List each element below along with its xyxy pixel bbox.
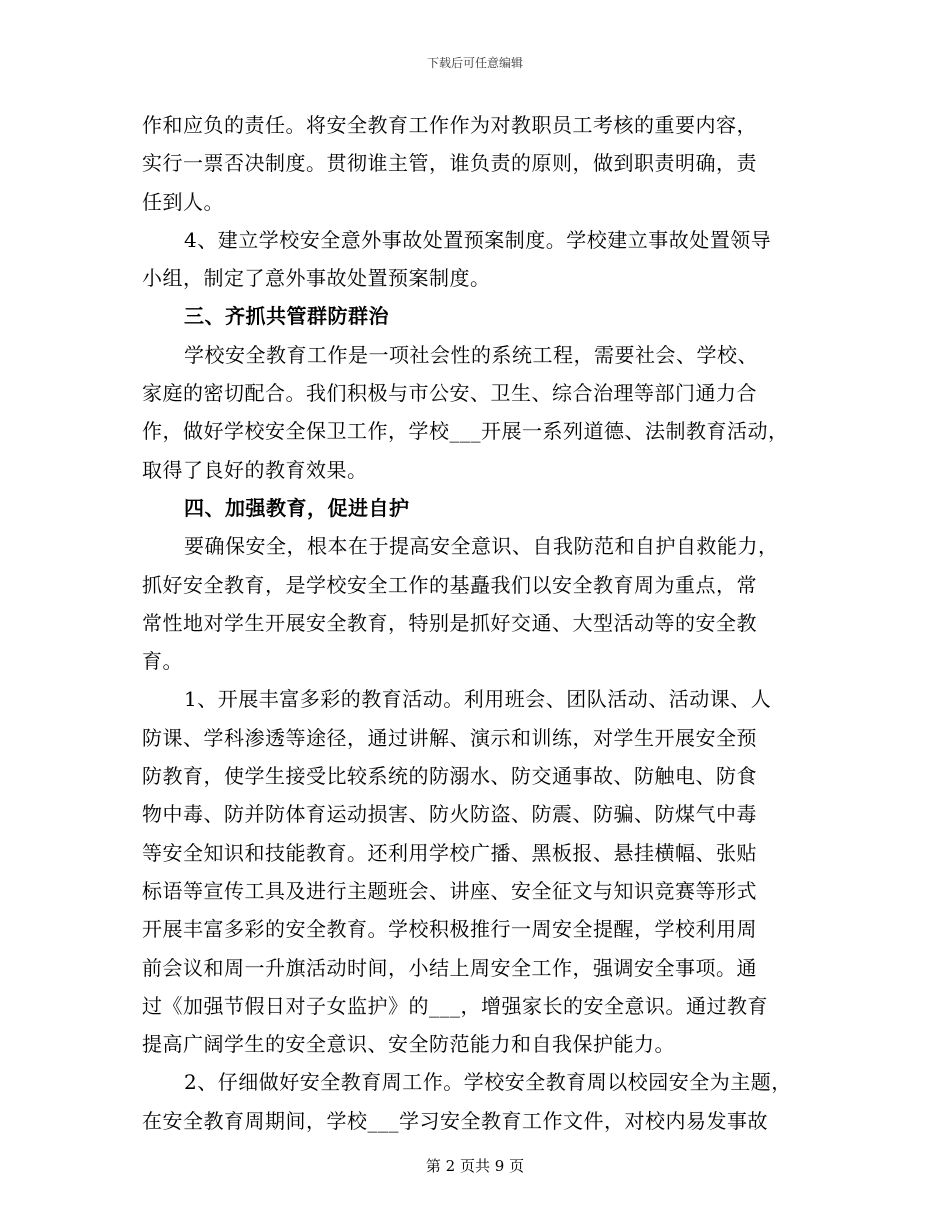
paragraph-line: 等安全知识和技能教育。还利用学校广播、黑板报、悬挂横幅、张贴 — [142, 840, 757, 865]
paragraph-line: 前会议和周一升旗活动时间，小结上周安全工作，强调安全事项。通 — [142, 955, 757, 980]
paragraph-line: 提高广阔学生的安全意识、安全防范能力和自我保护能力。 — [142, 1032, 675, 1057]
paragraph-line: 抓好安全教育，是学校安全工作的基矗我们以安全教育周为重点，常 — [142, 572, 757, 597]
paragraph-line: 2、仔细做好安全教育周工作。学校安全教育周以校园安全为主题， — [184, 1070, 792, 1095]
paragraph-line: 物中毒、防并防体育运动损害、防火防盗、防震、防骗、防煤气中毒 — [142, 802, 757, 827]
paragraph-line: 取得了良好的教育效果。 — [142, 457, 368, 482]
paragraph-line: 在安全教育周期间，学校___学习安全教育工作文件，对校内易发事故 — [142, 1108, 768, 1133]
section-heading: 四、加强教育，促进自护 — [184, 495, 410, 520]
paragraph-line: 开展丰富多彩的安全教育。学校积极推行一周安全提醒，学校利用周 — [142, 917, 757, 942]
paragraph-line: 任到人。 — [142, 189, 224, 214]
paragraph-line: 1、开展丰富多彩的教育活动。利用班会、团队活动、活动课、人 — [184, 687, 772, 712]
paragraph-line: 常性地对学生开展安全教育，特别是抓好交通、大型活动等的安全教 — [142, 610, 757, 635]
paragraph-line: 标语等宣传工具及进行主题班会、讲座、安全征文与知识竞赛等形式 — [142, 878, 757, 903]
paragraph-line: 学校安全教育工作是一项社会性的系统工程，需要社会、学校、 — [184, 342, 758, 367]
paragraph-line: 家庭的密切配合。我们积极与市公安、卫生、综合治理等部门通力合 — [142, 381, 757, 406]
document-body — [142, 106, 822, 1140]
paragraph-line: 实行一票否决制度。贯彻谁主管，谁负责的原则，做到职责明确，责 — [142, 151, 757, 176]
section-heading: 三、齐抓共管群防群治 — [184, 304, 389, 329]
paragraph-line: 过《加强节假日对子女监护》的___，增强家长的安全意识。通过教育 — [142, 993, 768, 1018]
paragraph-line: 防教育，使学生接受比较系统的防溺水、防交通事故、防触电、防食 — [142, 764, 757, 789]
page-footer: 第 2 页共 9 页 — [425, 1157, 525, 1175]
paragraph-line: 防课、学科渗透等途径，通过讲解、演示和训练，对学生开展安全预 — [142, 725, 757, 750]
paragraph-line: 小组，制定了意外事故处置预案制度。 — [142, 266, 491, 291]
page-header: 下载后可任意编辑 — [426, 56, 523, 70]
paragraph-line: 要确保安全，根本在于提高安全意识、自我防范和自护自救能力， — [184, 534, 779, 559]
paragraph-line: 育。 — [142, 649, 183, 674]
paragraph-line: 4、建立学校安全意外事故处置预案制度。学校建立事故处置领导 — [184, 227, 772, 252]
paragraph-line: 作，做好学校安全保卫工作，学校___开展一系列道德、法制教育活动， — [142, 419, 789, 444]
paragraph-line: 作和应负的责任。将安全教育工作作为对教职员工考核的重要内容， — [142, 113, 757, 137]
